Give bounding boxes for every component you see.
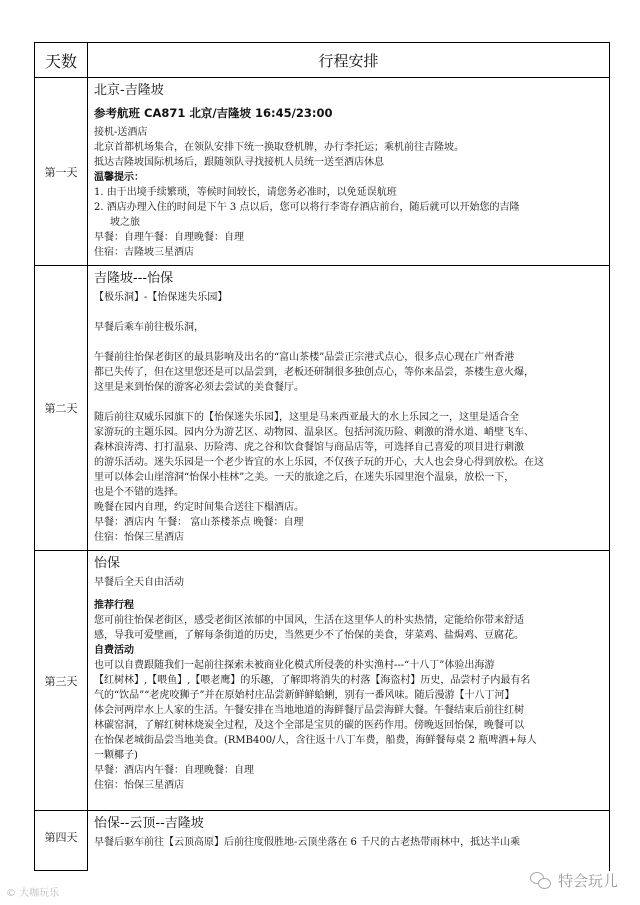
table-header-row xyxy=(35,43,610,78)
meals: 早餐：酒店内 午餐： 富山茶楼茶点 晚餐：自理 xyxy=(94,517,304,528)
hotel: 住宿：吉隆坡三星酒店 xyxy=(94,247,194,258)
text-line: 随后前往双威乐园旗下的【怡保迷失乐园】，这里是马来西亚最大的水上乐园之一，这里是适合全 xyxy=(94,412,519,423)
flight-info: 参考航班 CA871 北京/吉隆坡 16:45/23:00 xyxy=(94,106,333,120)
day-content xyxy=(88,266,610,551)
text-line: 抵达吉隆坡国际机场后，跟随领队寻找接机人员统一送至酒店休息 xyxy=(94,157,384,168)
self-pay-heading: 自费活动 xyxy=(94,645,134,656)
day-label: 第二天 xyxy=(35,266,88,551)
day-row-2 xyxy=(35,266,610,551)
text-line: 早餐后全天自由活动 xyxy=(94,577,184,588)
text-line: 的游乐活动。迷失乐园是一个老少皆宜的水上乐园，不仅孩子玩的开心，大人也会身心得到放松。在这 xyxy=(94,457,544,468)
text-line: 家游玩的主题乐园。园内分为游艺区、动物园、温泉区。包括河流历险、刺激的滑水道、峭壁飞车、 xyxy=(94,427,534,438)
tip-heading: 温馨提示： xyxy=(94,172,144,183)
meals: 早餐：自理午餐：自理晚餐：自理 xyxy=(94,232,244,243)
hotel: 住宿：怡保三星酒店 xyxy=(94,532,184,543)
text-line: 体会河两岸水上人家的生活。午餐安排在当地地道的海鲜餐厅品尝海鲜大餐。午餐结束后前往红树 xyxy=(94,705,524,716)
text-line: 早餐后驱车前往【云顶高原】后前往度假胜地-云顶坐落在 6 千尺的古老热带雨林中，抵达半山乘 xyxy=(94,837,521,848)
meals: 早餐：酒店内午餐：自理晚餐：自理 xyxy=(94,765,254,776)
text-line: 您可前往怡保老街区，感受老街区浓郁的中国风，生活在这里华人的朴实热情，定能给你带来舒适 xyxy=(94,615,524,626)
day-row-1 xyxy=(35,78,610,266)
text-line: 晚餐在园内自理，约定时间集合送往下榻酒店。 xyxy=(94,502,304,513)
day-title: 吉隆坡---怡保 xyxy=(94,271,174,286)
day-label: 第三天 xyxy=(35,551,88,811)
text-line: 早餐后乘车前往极乐洞， xyxy=(94,322,204,333)
text-line: 接机-送酒店 xyxy=(94,127,148,138)
day-row-4 xyxy=(35,811,610,871)
text-line: 森林浪涛湾、打打温泉、历险湾、虎之谷和饮食餐馆与商品店等，可选择自己喜爱的项目进行刺激 xyxy=(94,442,524,453)
header-day: 天数 xyxy=(35,43,88,78)
text-line: 北京首都机场集合，在领队安排下统一换取登机牌，办行李托运；乘机前往吉隆坡。 xyxy=(94,142,464,153)
day-row-3 xyxy=(35,551,610,811)
brand-mark xyxy=(530,870,618,891)
tip-item: 2. 酒店办理入住的时间是下午 3 点以后，您可以将行李寄存酒店前台，随后就可以开始您的吉隆 xyxy=(94,202,520,213)
header-plan: 行程安排 xyxy=(88,43,610,78)
text-line: 这里是来到怡保的游客必须去尝试的美食餐厅。 xyxy=(94,382,304,393)
day-title: 北京-吉隆坡 xyxy=(94,83,164,98)
brand-name: 特会玩儿 xyxy=(557,872,618,890)
day-content xyxy=(88,551,610,811)
day-title: 怡保 xyxy=(94,556,121,571)
day-content xyxy=(88,78,610,266)
text-line: 也可以自费跟随我们一起前往探索未被商业化模式所侵袭的朴实渔村---“十八丁”体验出海游 xyxy=(94,660,495,671)
watermark-left: © 大咖玩乐 xyxy=(6,888,60,899)
text-line: 都已失传了，但在这里您还是可以品尝到，老板还研制很多独创点心，等你来品尝，茶楼生意火爆， xyxy=(94,367,534,378)
text-line: 一颗椰子) xyxy=(94,750,138,761)
day-label: 第一天 xyxy=(35,78,88,266)
text-line: 感，导我可爱壁画，了解每条街道的历史，当然更少不了怡保的美食，芽菜鸡、盐焗鸡、豆腐花。 xyxy=(94,630,524,641)
wechat-icon xyxy=(530,872,552,890)
day-title: 怡保--云顶--吉隆坡 xyxy=(94,816,204,831)
recommend-heading: 推荐行程 xyxy=(94,600,134,611)
text-line: 【极乐洞】-【怡保迷失乐园】 xyxy=(94,292,228,303)
day-content xyxy=(88,811,610,871)
itinerary-table xyxy=(34,42,610,871)
text-line: 气的“饮品”“老虎咬狮子”并在原始村庄品尝新鲜鲜蛤蜊，别有一番风味。随后漫游【十八丁河】 xyxy=(94,690,515,701)
tip-item: 1. 由于出境手续繁琐，等候时间较长，请您务必准时，以免延误航班 xyxy=(94,187,397,198)
text-line: 午餐前往怡保老街区的最具影响及出名的“富山茶楼”品尝正宗港式点心，很多点心现在广州香港 xyxy=(94,352,515,363)
itinerary-sheet xyxy=(34,42,610,871)
text-line: 林碳窑洞，了解红树林烧炭全过程，及这个全部是宝贝的碳的医药作用。傍晚返回怡保，晚餐可以 xyxy=(94,720,524,731)
text-line: 在怡保老城街品尝当地美食。(RMB400/人，含往返十八丁车费，船费，海鲜餐每桌 2 瓶啤酒+每人 xyxy=(94,735,537,746)
day-label: 第四天 xyxy=(35,811,88,871)
text-line: 【红树林】,【喂鱼】,【喂老鹰】的乐趣，了解即将消失的村落【海盗村】历史，品尝村子内最有名 xyxy=(94,675,531,686)
tip-item-cont: 坡之旅 xyxy=(110,217,140,228)
text-line: 里可以体会山崖溶洞“怡保小桂林”之美。一天的旅途之后，在迷失乐园里泡个温泉，放松一下， xyxy=(94,472,515,483)
hotel: 住宿：怡保三星酒店 xyxy=(94,780,184,791)
text-line: 也是个不错的选择。 xyxy=(94,487,184,498)
